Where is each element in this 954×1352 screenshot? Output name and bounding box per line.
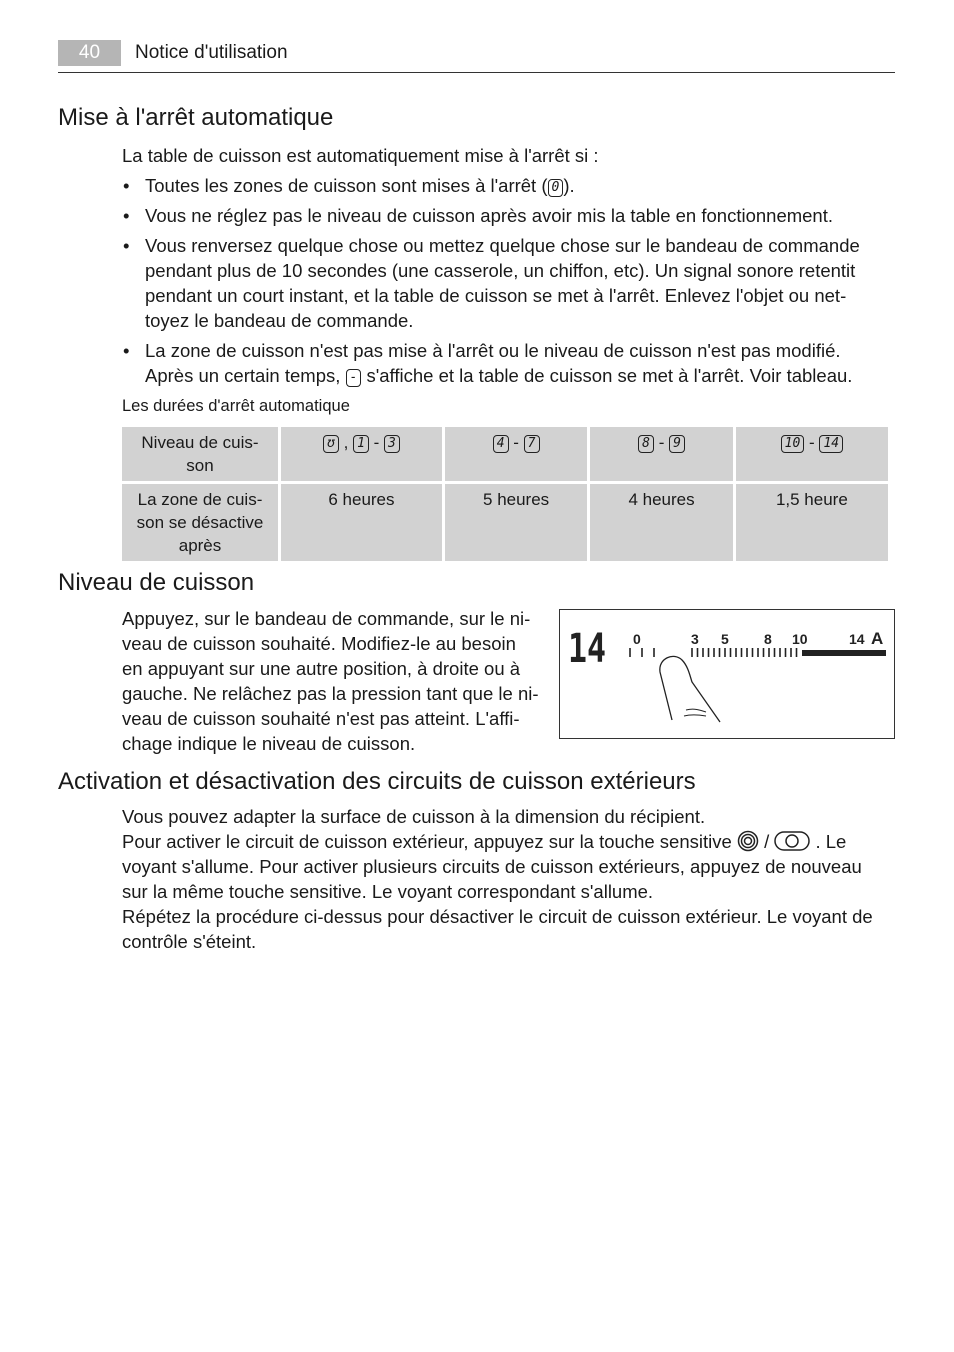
dual-circuit-icon	[737, 830, 759, 852]
scale-label: 14	[849, 631, 865, 647]
level-key-icon: 3	[384, 435, 400, 453]
bullet-item: • Vous renversez quelque chose ou mettez quelque chose sur le bandeau de commande pendant plus de 10 secondes (une casserole, un chiffon, etc). Un signal sonore retentit pendant un court instant, et la table de cuisson se met à l'arrêt. Enlevez l'objet ou net- toyez le bandeau de commande.	[123, 235, 860, 331]
level-0-key-icon: 0	[548, 179, 564, 197]
table-row-header-cell: Niveau de cuis- son	[122, 427, 278, 481]
cooking-level-text: Appuyez, sur le bandeau de commande, sur le ni- veau de cuisson souhaité. Modifiez-le au besoin en appuyant sur une autre position, à droite ou à gauche. Ne relâchez pas la pression tant que le ni- veau de cuisson souhaité n'est pas atteint. L'affi- chage indique le niveau de cuisson.	[122, 608, 539, 754]
oval-circuit-icon	[774, 830, 810, 852]
table-cell-duration: 6 heures	[281, 484, 442, 561]
section-heading-outer-circuits: Activation et désactivation des circuits de cuisson extérieurs	[58, 768, 696, 795]
scale-label: 0	[633, 631, 641, 647]
display-digits: 14	[568, 626, 606, 672]
page-number: 40	[58, 40, 121, 66]
table-caption: Les durées d'arrêt automatique	[122, 397, 350, 415]
scale-label: 5	[721, 631, 729, 647]
table-cell-duration: 1,5 heure	[736, 484, 888, 561]
scale-label: 3	[691, 631, 699, 647]
header-title: Notice d'utilisation	[135, 42, 288, 63]
slider-illustration	[560, 610, 894, 738]
residual-heat-key-icon: ʊ	[323, 435, 339, 453]
level-key-icon: 14	[819, 435, 843, 453]
level-key-icon: 10	[781, 435, 805, 453]
auto-off-intro: La table de cuisson est automatiquement mise à l'arrêt si :	[122, 145, 599, 166]
bullet-item: • Toutes les zones de cuisson sont mises à l'arrêt ( 0 ).	[123, 175, 575, 196]
finger-icon	[660, 656, 720, 722]
boost-label: A	[871, 629, 884, 648]
level-key-icon: 7	[524, 435, 540, 453]
slider-ticks	[630, 648, 797, 657]
table-cell-duration: 4 heures	[590, 484, 732, 561]
outer-circuits-text: Vous pouvez adapter la surface de cuisson à la dimension du récipient. Pour activer le circuit de cuisson extérieur, appuyez sur la touche sensitive / . Le voyant s'allume. Pour activer plusieurs circuits de cuisson extérieurs, appuyez de nouveau sur la même touche sensitive. Le voyant correspondant s'allume. Répétez la procédure ci-dessus pour désactiver le circuit de cuisson extérieur. Le voyant de contrôle s'éteint.	[122, 806, 873, 952]
bullet-item: • La zone de cuisson n'est pas mise à l'arrêt ou le niveau de cuisson n'est pas modifié. Après un certain temps, - s'affiche et la table de cuisson se met à l'arrêt. Voir tableau.	[123, 340, 853, 386]
auto-off-table	[119, 424, 891, 564]
slider-bar	[802, 650, 886, 656]
level-key-icon: 8	[638, 435, 654, 453]
bullet-item: • Vous ne réglez pas le niveau de cuisson après avoir mis la table en fonctionnement.	[123, 205, 833, 226]
table-cell-level-range: 8 - 9	[590, 427, 732, 481]
level-key-icon: 1	[353, 435, 369, 453]
table-cell-level-range: ʊ , 1 - 3	[281, 427, 442, 481]
table-cell-level-range: 4 - 7	[445, 427, 587, 481]
table-cell-duration: 5 heures	[445, 484, 587, 561]
level-key-icon: 9	[669, 435, 685, 453]
table-row-header-cell: La zone de cuis- son se désactive après	[122, 484, 278, 561]
scale-label: 10	[792, 631, 808, 647]
table-cell-level-range: 10 - 14	[736, 427, 888, 481]
section-heading-cooking-level: Niveau de cuisson	[58, 569, 255, 596]
scale-label: 8	[764, 631, 772, 647]
page-header	[58, 40, 895, 73]
control-panel-figure	[559, 609, 895, 739]
level-key-icon: 4	[493, 435, 509, 453]
section-heading-auto-off: Mise à l'arrêt automatique	[58, 104, 334, 131]
dash-key-icon: -	[346, 369, 362, 387]
